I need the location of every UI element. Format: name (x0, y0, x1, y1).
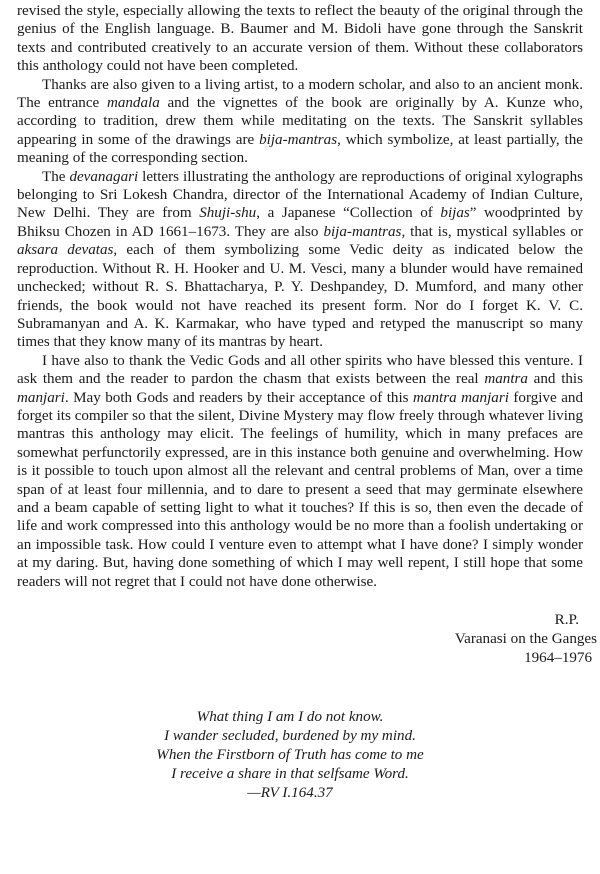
text-run: , that is, mystical syllables or (401, 223, 584, 240)
paragraph (17, 76, 583, 168)
epigraph-verse (0, 708, 583, 803)
author-initials: R.P. (554, 612, 579, 628)
italic-term: mantra manjari (413, 389, 509, 406)
verse-line: When the Firstborn of Truth has come to me (156, 747, 424, 763)
text-run: . May both Gods and readers by their acceptance of this (64, 389, 414, 406)
italic-term: mandala (106, 95, 160, 112)
text-run: , a Japanese “Collection of (256, 205, 441, 222)
italic-term: bija-mantras (259, 131, 338, 148)
text-run: , which symbolize, at least partially, the meaning of the corresponding section. (17, 131, 583, 167)
signature-block (357, 611, 597, 668)
text-run: The (42, 168, 70, 185)
text-run: Thanks are also given to a living artist, to a modern scholar, and also to an ancient monk. The entrance (17, 76, 583, 112)
text-run: , each of them symbolizing some Vedic deity as indicated below the reproduction. Without R. H. Hooker and U. M. Vesci, many a blunder would have remained unchecked; without R. S. Bhattacharya, P. Y. Deshpandey, D. Mumford, and many other friends, the book would not have reached its present form. Nor do I forget K. V. C. Subramanyan and A. K. Karmakar, who have typed and retyped the manuscript so many times that they know many of its mantras by heart. (17, 242, 583, 351)
italic-term: mantra (484, 371, 528, 388)
italic-term: aksara devatas (17, 242, 114, 259)
italic-term: Shuji-shu (199, 205, 257, 222)
text-run: and the vignettes of the book are originally by A. Kunze who, according to tradition, drew them while meditating on the texts. The Sanskrit syllables appearing in some of the drawings are (17, 95, 584, 148)
text-run: letters illustrating the anthology are reproductions of original xylographs belonging to Sri Lokesh Chandra, director of the International Academy of Indian Culture, New Delhi. They are from (17, 168, 583, 222)
paragraph (17, 2, 583, 76)
text-run: revised the style, especially allowing the texts to reflect the beauty of the original through the genius of the English language. B. Baumer and M. Bidoli have gone through the Sanskrit texts and contributed creatively to an accurate version of them. Without these collaborators this anthology could not have been completed. (17, 3, 583, 75)
signature-place: Varanasi on the Ganges (454, 631, 597, 647)
italic-term: devanagari (69, 168, 139, 185)
verse-citation: —RV I.164.37 (247, 785, 333, 801)
italic-term: manjari (17, 389, 65, 406)
text-run: ” woodprinted by Bhiksu Chozen in AD 1661–1673. They are also (17, 205, 583, 240)
italic-term: bijas (440, 205, 470, 222)
verse-line: I wander secluded, burdened by my mind. (164, 728, 416, 744)
paragraph (17, 352, 583, 591)
paragraph (17, 168, 583, 352)
italic-term: bija-mantras (323, 223, 402, 240)
preface-body (17, 2, 583, 591)
text-run: forgive and forget its compiler so that the silent, Divine Mystery may flow freely through whatever living mantras this anthology may elicit. The feelings of humility, which in many prefaces are somewhat perfunctorily expressed, are in this instance both genuine and overwhelming. How is it possible to touch upon almost all the relevant and central problems of Man, over a time span of at least four millennia, and to dare to present a seed that may germinate elsewhere and a beam capable of setting light to what it touches? If this is so, then even the decade of life and work compressed into this anthology would be no more than a foolish undertaking or an impossible task. How could I venture even to attempt what I have done? I simply wonder at my daring. But, having done something of which I may well repent, I still hope that some readers will not regret that I could not have done otherwise. (17, 389, 584, 590)
verse-line: I receive a share in that selfsame Word. (171, 766, 409, 782)
verse-line: What thing I am I do not know. (196, 709, 384, 725)
text-run: and this (527, 371, 583, 388)
text-run: I have also to thank the Vedic Gods and all other spirits who have blessed this venture. I ask them and the reader to pardon the chasm that exists between the real (17, 352, 583, 388)
signature-years: 1964–1976 (524, 650, 592, 666)
